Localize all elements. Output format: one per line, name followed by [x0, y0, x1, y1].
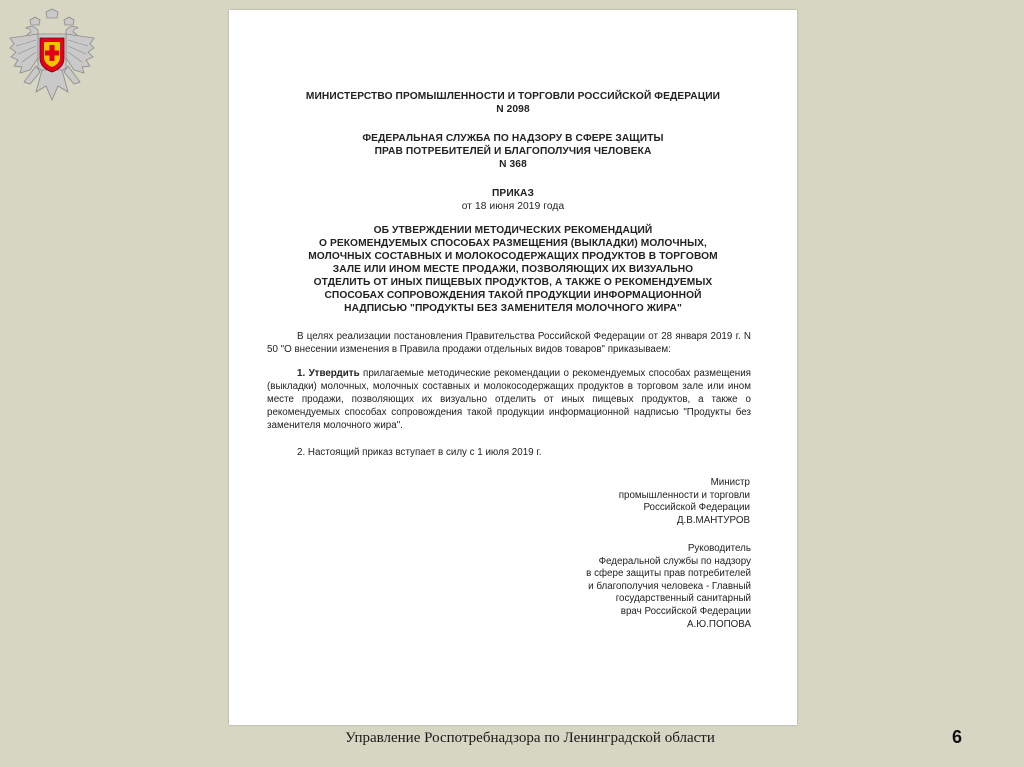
rospotrebnadzor-emblem-icon [8, 8, 96, 104]
page-number: 6 [952, 727, 963, 747]
order-document [229, 10, 797, 725]
signature-line: Министр [710, 477, 750, 488]
item-1-text: прилагаемые методические рекомендации о рекомендуемых способах размещения (выкладки) молочных, молочных составных и молокосодержащих продуктов в торговом зале или ином месте продажи, позволяющих их визуально отделить от иных пищевых продуктов, а также о рекомендуемых способах сопровождения такой продукции информационной надписью "Продукты без заменителя молочного жира". [267, 368, 751, 431]
signature-line: Руководитель [687, 543, 751, 554]
document-header [229, 90, 797, 116]
order-heading [229, 187, 797, 213]
service-name-line2: ПРАВ ПОТРЕБИТЕЛЕЙ И БЛАГОПОЛУЧИЯ ЧЕЛОВЕКА [374, 146, 652, 157]
item-2-paragraph: 2. Настоящий приказ вступает в силу с 1 июля 2019 г. [297, 447, 542, 458]
order-date: от 18 июня 2019 года [461, 201, 565, 212]
service-header [229, 132, 797, 171]
signature-line: промышленности и торговли [618, 489, 750, 501]
preamble-paragraph: В целях реализации постановления Правительства Российской Федерации от 28 января 2019 г. N 50 "О внесении изменения в Правила продажи отдельных видов товаров" приказываем: [267, 331, 751, 355]
signature-line: врач Российской Федерации [620, 605, 751, 617]
title-line: ЗАЛЕ ИЛИ ИНОМ МЕСТЕ ПРОДАЖИ, ПОЗВОЛЯЮЩИХ ИХ ВИЗУАЛЬНО [332, 264, 694, 275]
signature-line: в сфере защиты прав потребителей [586, 568, 751, 580]
signature-head-of-service [511, 543, 751, 631]
signature-line: Федеральной службы по надзору [598, 555, 751, 567]
footer-organization: Управление Роспотребнадзора по Ленинградской области [345, 730, 715, 746]
item-1-number: 1. [297, 368, 306, 379]
signature-name: А.Ю.ПОПОВА [687, 618, 751, 630]
title-line: НАДПИСЬЮ "ПРОДУКТЫ БЕЗ ЗАМЕНИТЕЛЯ МОЛОЧНОГО ЖИРА" [344, 303, 682, 314]
title-line: МОЛОЧНЫХ СОСТАВНЫХ И МОЛОКОСОДЕРЖАЩИХ ПРОДУКТОВ В ТОРГОВОМ [308, 251, 718, 262]
ministry-name: МИНИСТЕРСТВО ПРОМЫШЛЕННОСТИ И ТОРГОВЛИ РОССИЙСКОЙ ФЕДЕРАЦИИ [305, 91, 721, 102]
order-subject-title [229, 224, 797, 315]
service-name-line1: ФЕДЕРАЛЬНАЯ СЛУЖБА ПО НАДЗОРУ В СФЕРЕ ЗАЩИТЫ [362, 133, 664, 144]
title-line: О РЕКОМЕНДУЕМЫХ СПОСОБАХ РАЗМЕЩЕНИЯ (ВЫКЛАДКИ) МОЛОЧНЫХ, [319, 238, 707, 249]
order-title: ПРИКАЗ [492, 188, 534, 199]
signature-name: Д.В.МАНТУРОВ [676, 514, 750, 526]
signature-line: Российской Федерации [643, 502, 750, 514]
ministry-order-number: N 2098 [496, 104, 530, 115]
item-1-paragraph [267, 367, 751, 432]
title-line: ОБ УТВЕРЖДЕНИИ МЕТОДИЧЕСКИХ РЕКОМЕНДАЦИЙ [373, 225, 653, 236]
service-order-number: N 368 [499, 159, 527, 170]
signature-line: и благополучия человека - Главный [588, 580, 751, 592]
signature-minister [510, 477, 750, 527]
signature-line: государственный санитарный [615, 593, 751, 605]
item-1-verb: Утвердить [308, 368, 360, 379]
title-line: СПОСОБАХ СОПРОВОЖДЕНИЯ ТАКОЙ ПРОДУКЦИИ ИНФОРМАЦИОННОЙ [324, 290, 702, 301]
title-line: ОТДЕЛИТЬ ОТ ИНЫХ ПИЩЕВЫХ ПРОДУКТОВ, А ТАКЖЕ О РЕКОМЕНДУЕМЫХ [313, 277, 713, 288]
